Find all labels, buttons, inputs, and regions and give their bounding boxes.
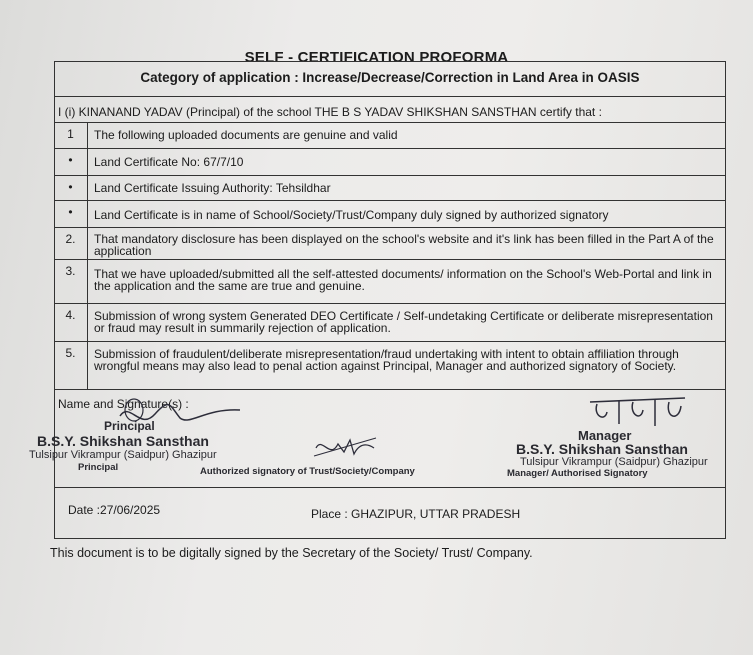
item-number: 1 xyxy=(54,123,88,148)
footer-note: This document is to be digitally signed by the Secretary of the Society/ Trust/ Company. xyxy=(50,546,533,560)
principal-stamp-title: Principal xyxy=(104,419,155,433)
principal-signature xyxy=(110,396,250,436)
item-text: That we have uploaded/submitted all the self-attested documents/ information on the School's Web-Portal and link in the application and the same are true and genuine. xyxy=(94,267,712,293)
item-row-1 xyxy=(54,123,726,149)
item-text: The following uploaded documents are genuine and valid xyxy=(94,128,398,142)
item-bullet: • xyxy=(54,201,88,227)
document-title: SELF - CERTIFICATION PROFORMA xyxy=(244,49,509,66)
manager-stamp-title: Manager xyxy=(578,428,632,443)
item-text: Submission of fraudulent/deliberate misrepresentation/fraud undertaking with intent to obtain affiliation through wrongful means may also lead to penal action against Principal, Manager and authorized signatory of Society. xyxy=(94,347,679,373)
item-text: Land Certificate Issuing Authority: Tehsildhar xyxy=(94,181,331,195)
principal-stamp-org: B.S.Y. Shikshan Sansthan xyxy=(37,433,209,449)
place-text: Place : GHAZIPUR, UTTAR PRADESH xyxy=(311,507,521,521)
manager-stamp-org: B.S.Y. Shikshan Sansthan xyxy=(516,441,688,457)
authorized-signatory-label: Authorized signatory of Trust/Society/Company xyxy=(200,466,415,477)
item-text: That mandatory disclosure has been displayed on the school's website and it's link has been filled in the Part A of the application xyxy=(94,232,714,258)
manager-label: Manager/ Authorised Signatory xyxy=(507,468,648,479)
intro-text: I (i) KINANAND YADAV (Principal) of the school THE B S YADAV SHIKSHAN SANSTHAN certify that : xyxy=(58,105,602,119)
item-row-2 xyxy=(54,228,726,260)
signature-heading: Name and Signature(s) : xyxy=(58,397,189,411)
item-row-4 xyxy=(54,304,726,342)
item-row-bullet-3 xyxy=(54,201,726,228)
date-text: Date :27/06/2025 xyxy=(68,503,161,517)
item-bullet: • xyxy=(54,176,88,200)
item-row-bullet-2 xyxy=(54,176,726,201)
item-text: Submission of wrong system Generated DEO Certificate / Self-undetaking Certificate or deliberate misrepresentation or fraud may result in summarily rejection of application. xyxy=(94,309,713,335)
principal-stamp-address: Tulsipur Vikrampur (Saidpur) Ghazipur xyxy=(29,449,217,461)
authorized-signature xyxy=(310,432,380,462)
manager-stamp-address: Tulsipur Vikrampur (Saidpur) Ghazipur xyxy=(520,456,708,468)
category-text: Category of application : Increase/Decrease/Correction in Land Area in OASIS xyxy=(140,70,640,85)
item-row-bullet-1 xyxy=(54,149,726,176)
item-number: 4. xyxy=(54,304,88,341)
item-row-5 xyxy=(54,342,726,390)
item-text: Land Certificate No: 67/7/10 xyxy=(94,155,244,169)
manager-signature xyxy=(585,392,695,432)
item-text: Land Certificate is in name of School/Society/Trust/Company duly signed by authorized signatory xyxy=(94,208,609,222)
item-row-3 xyxy=(54,260,726,304)
item-number: 3. xyxy=(54,260,88,303)
principal-label: Principal xyxy=(78,462,119,473)
item-bullet: • xyxy=(54,149,88,175)
item-number: 5. xyxy=(54,342,88,389)
item-number: 2. xyxy=(54,228,88,259)
